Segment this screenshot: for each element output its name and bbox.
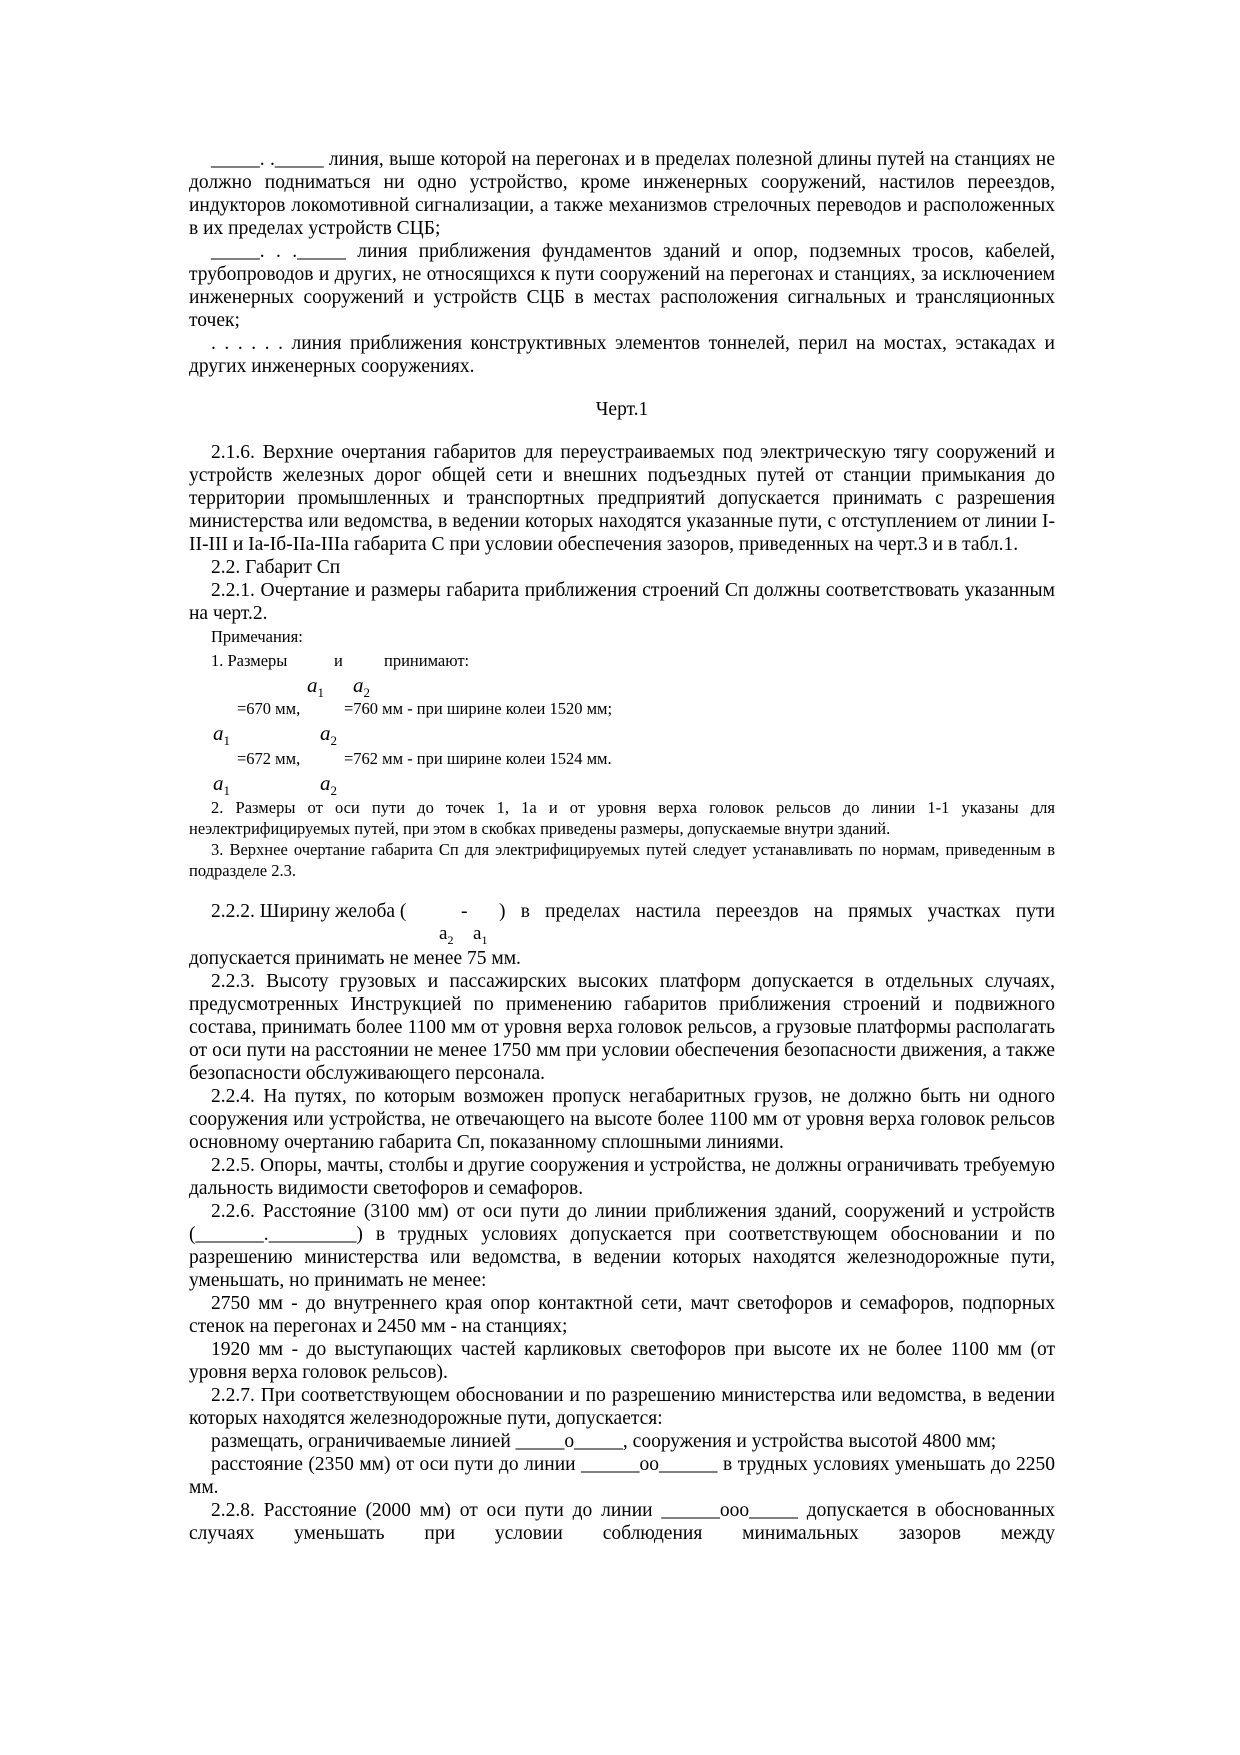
note-3: 3. Верхнее очертание габарита Сп для электрифицируемых путей следует устанавливать по нормам, приведенным в подразделе 2.3.: [189, 840, 1055, 880]
legend-item-3: . . . . . . линия приближения конструктивных элементов тоннелей, перил на мостах, эстакадах и других инженерных сооружениях.: [189, 333, 1055, 377]
symbol-a1: $a_1$: [213, 721, 230, 749]
paragraph-2-2-7-b: расстояние (2350 мм) от оси пути до линии ______оо______ в трудных условиях уменьшать до 2250 мм.: [189, 1454, 1055, 1498]
p222-minus: -: [461, 901, 468, 922]
notes-title: Примечания:: [211, 627, 303, 646]
paragraph-2-2-7: 2.2.7. При соответствующем обосновании и по разрешению министерства или ведомства, в ведении которых находятся железнодорожные пути, допускается:: [189, 1385, 1055, 1429]
paragraph-2-2-5: 2.2.5. Опоры, мачты, столбы и другие сооружения и устройства, не должны ограничивать требуемую дальность видимости светофоров и семафоров.: [189, 1155, 1055, 1199]
legend-item-2: _____. . ._____ линия приближения фундаментов зданий и опор, подземных тросов, кабелей, трубопроводов и других, не относящихся к пути сооружений на перегонах и станциях, за исключением инженерных сооружений и устройств СЦБ в местах расположения сигнальных и трансляционных точек;: [189, 241, 1055, 331]
note-2: 2. Размеры от оси пути до точек 1, 1а и от уровня верха головок рельсов до линии 1-1 указаны для неэлектрифицируемых путей, при этом в скобках приведены размеры, допускаемые внутри зданий.: [189, 798, 1055, 838]
p222-end: ) в пределах настила переездов на прямых участках пути: [499, 901, 1055, 922]
symbol-a1: $a_1$: [307, 673, 324, 701]
section-heading-2-2: 2.2. Габарит Сп: [211, 557, 341, 578]
p222-start: 2.2.2. Ширину желоба (: [211, 901, 407, 922]
symbol-a2: $a_2$: [353, 673, 370, 701]
paragraph-2-2-2-line1: [189, 901, 1055, 947]
p222-sub-a2: $a_2$: [439, 923, 454, 947]
document-page: [189, 148, 1055, 1545]
p222-continuation: допускается принимать не менее 75 мм.: [189, 948, 521, 969]
note-1-row1-a1: =670 мм,: [237, 699, 301, 718]
note-1-row1-a2: =760 мм - при ширине колеи 1520 мм;: [344, 699, 613, 718]
symbol-a2: $a_2$: [320, 771, 337, 799]
notes-block: [189, 625, 1055, 797]
note-1-row2-a1: =672 мм,: [237, 749, 301, 768]
legend-item-1: _____. ._____ линия, выше которой на перегонах и в пределах полезной длины путей на станциях не должно подниматься ни одно устройство, кроме инженерных сооружений, настилов переездов, индукторов локомотивной сигнализации, а также механизмов стрелочных переводов и расположенных в их пределах устройств СЦБ;: [189, 149, 1055, 239]
paragraph-2-2-8: 2.2.8. Расстояние (2000 мм) от оси пути до линии ______ооо_____ допускается в обоснованных случаях уменьшать при условии соблюдения минимальных зазоров между: [189, 1500, 1055, 1544]
paragraph-2-2-1: 2.2.1. Очертание и размеры габарита приближения строений Сп должны соответствовать указанным на черт.2.: [189, 580, 1055, 624]
note-1-lead: 1. Размеры: [211, 651, 288, 670]
paragraph-2-2-6-a: 2750 мм - до внутреннего края опор контактной сети, мачт светофоров и семафоров, подпорных стенок на перегонах и 2450 мм - на станциях;: [189, 1293, 1055, 1337]
paragraph-2-2-7-a: размещать, ограничиваемые линией _____о_____, сооружения и устройства высотой 4800 мм;: [211, 1431, 997, 1452]
symbol-a1: $a_1$: [213, 771, 230, 799]
note-1-and: и: [334, 651, 343, 670]
figure-caption: Черт.1: [595, 399, 649, 420]
paragraph-2-2-6: 2.2.6. Расстояние (3100 мм) от оси пути до линии приближения зданий, сооружений и устройств (_______._________) в трудных условиях допускается при соответствующем обосновании и по разрешению министерства или ведомства, в ведении которых находятся железнодорожные пути, уменьшать, но принимать не менее:: [189, 1201, 1055, 1291]
symbol-a2: $a_2$: [320, 721, 337, 749]
paragraph-2-2-4: 2.2.4. На путях, по которым возможен пропуск негабаритных грузов, не должно быть ни одного сооружения или устройства, не отвечающего на высоте более 1100 мм от уровня верха головок рельсов основному очертанию габарита Сп, показанному сплошными линиями.: [189, 1086, 1055, 1153]
paragraph-2-2-3: 2.2.3. Высоту грузовых и пассажирских высоких платформ допускается в отдельных случаях, предусмотренных Инструкцией по применению габаритов приближения строений и подвижного состава, принимать более 1100 мм от уровня верха головок рельсов, а грузовые платформы располагать от оси пути на расстоянии не менее 1750 мм при условии обеспечения безопасности движения, а также безопасности обслуживающего персонала.: [189, 971, 1055, 1084]
note-1-row2-a2: =762 мм - при ширине колеи 1524 мм.: [344, 749, 612, 768]
note-1-accept: принимают:: [384, 651, 470, 670]
p222-sub-a1: $a_1$: [473, 923, 488, 947]
paragraph-2-2-6-b: 1920 мм - до выступающих частей карликовых светофоров при высоте их не более 1100 мм (от уровня верха головок рельсов).: [189, 1339, 1055, 1383]
paragraph-2-1-6: 2.1.6. Верхние очертания габаритов для переустраиваемых под электрическую тягу сооружений и устройств железных дорог общей сети и внешних подъездных путей от станции примыкания до территории промышленных и транспортных предприятий допускается принимать с разрешения министерства или ведомства, в ведении которых находятся указанные пути, с отступлением от линии I-II-III и Ia-Iб-IIa-IIIa габарита С при условии обеспечения зазоров, приведенных на черт.3 и в табл.1.: [189, 442, 1055, 555]
